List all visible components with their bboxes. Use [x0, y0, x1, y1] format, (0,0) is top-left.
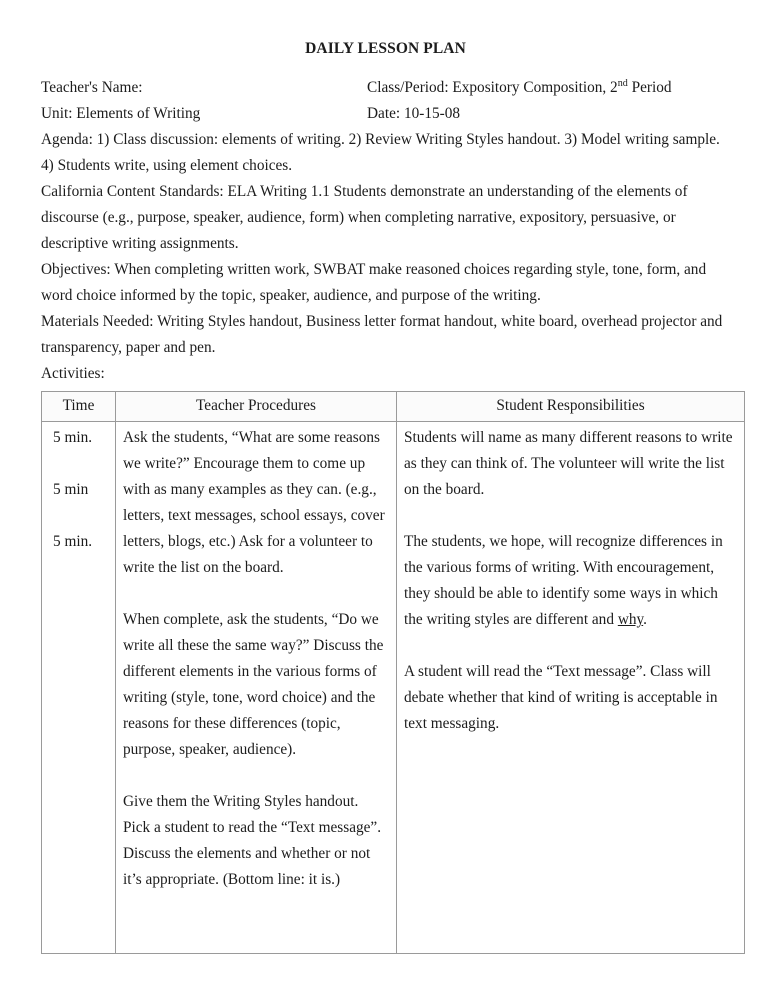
time-value-1: 5 min. [53, 429, 93, 446]
student-responsibility-2 [404, 529, 737, 633]
class-period-text: Class/Period: Expository Composition, 2 [367, 79, 618, 96]
class-period-tail: Period [627, 79, 672, 96]
student-responsibilities-cell [397, 422, 745, 954]
column-header-student-responsibilities: Student Responsibilities [397, 392, 745, 422]
teacher-procedure-3: Give them the Writing Styles handout. Pick a student to read the “Text message”. Discuss the elements and whether or not it’s appropriate. (Bottom line: it is.) [123, 793, 382, 888]
student-responsibility-1: Students will name as many different reasons to write as they can think of. The volunteer will write the list on the board. [404, 429, 733, 498]
column-header-teacher-procedures: Teacher Procedures [116, 392, 397, 422]
time-cell [42, 422, 116, 954]
class-period-ordinal-suffix: nd [617, 77, 628, 89]
student-responsibility-3: A student will read the “Text message”. Class will debate whether that kind of writing is acceptable in text messaging. [404, 663, 718, 732]
lesson-activities-table [41, 391, 745, 954]
activities-label: Activities: [41, 365, 105, 382]
table-row [42, 422, 745, 954]
time-value-3: 5 min. [53, 533, 93, 550]
teacher-name-label: Teacher's Name: [41, 79, 143, 96]
student-responsibility-2-tail: . [643, 611, 647, 628]
time-value-2: 5 min [53, 481, 89, 498]
meta-row-unit [41, 101, 740, 127]
column-header-time: Time [42, 392, 116, 422]
objectives-paragraph: Objectives: When completing written work, SWBAT make reasoned choices regarding style, tone, form, and word choice informed by the topic, speaker, audience, and purpose of the writing. [41, 261, 707, 304]
date-value: Date: 10-15-08 [367, 105, 461, 122]
materials-paragraph: Materials Needed: Writing Styles handout, Business letter format handout, white board, overhead projector and transparency, paper and pen. [41, 313, 723, 356]
teacher-procedures-cell [116, 422, 397, 954]
teacher-procedure-2: When complete, ask the students, “Do we write all these the same way?” Discuss the different elements in the various forms of writing (style, tone, word choice) and the reasons for these differences (topic, purpose, speaker, audience). [123, 611, 384, 758]
agenda-paragraph: Agenda: 1) Class discussion: elements of writing. 2) Review Writing Styles handout. 3) Model writing sample. 4) Students write, using element choices. [41, 131, 720, 174]
class-period-value [367, 75, 740, 101]
page-title: DAILY LESSON PLAN [305, 40, 466, 57]
teacher-procedure-1: Ask the students, “What are some reasons we write?” Encourage them to come up with as many examples as they can. (e.g., letters, text messages, school essays, cover letters, blogs, etc.) Ask for a volunteer to write the list on the board. [123, 429, 385, 576]
unit-label: Unit: Elements of Writing [41, 105, 201, 122]
table-header-row [42, 392, 745, 422]
student-responsibility-2-emphasis: why [617, 611, 644, 628]
meta-row-teacher [41, 75, 740, 101]
standards-paragraph: California Content Standards: ELA Writing 1.1 Students demonstrate an understanding of the elements of discourse (e.g., purpose, speaker, audience, form) when completing narrative, expository, persuasive, or descriptive writing assignments. [41, 183, 688, 252]
student-responsibility-2-text: The students, we hope, will recognize differences in the various forms of writing. With encouragement, they should be able to identify some ways in which the writing styles are different and [404, 533, 723, 628]
